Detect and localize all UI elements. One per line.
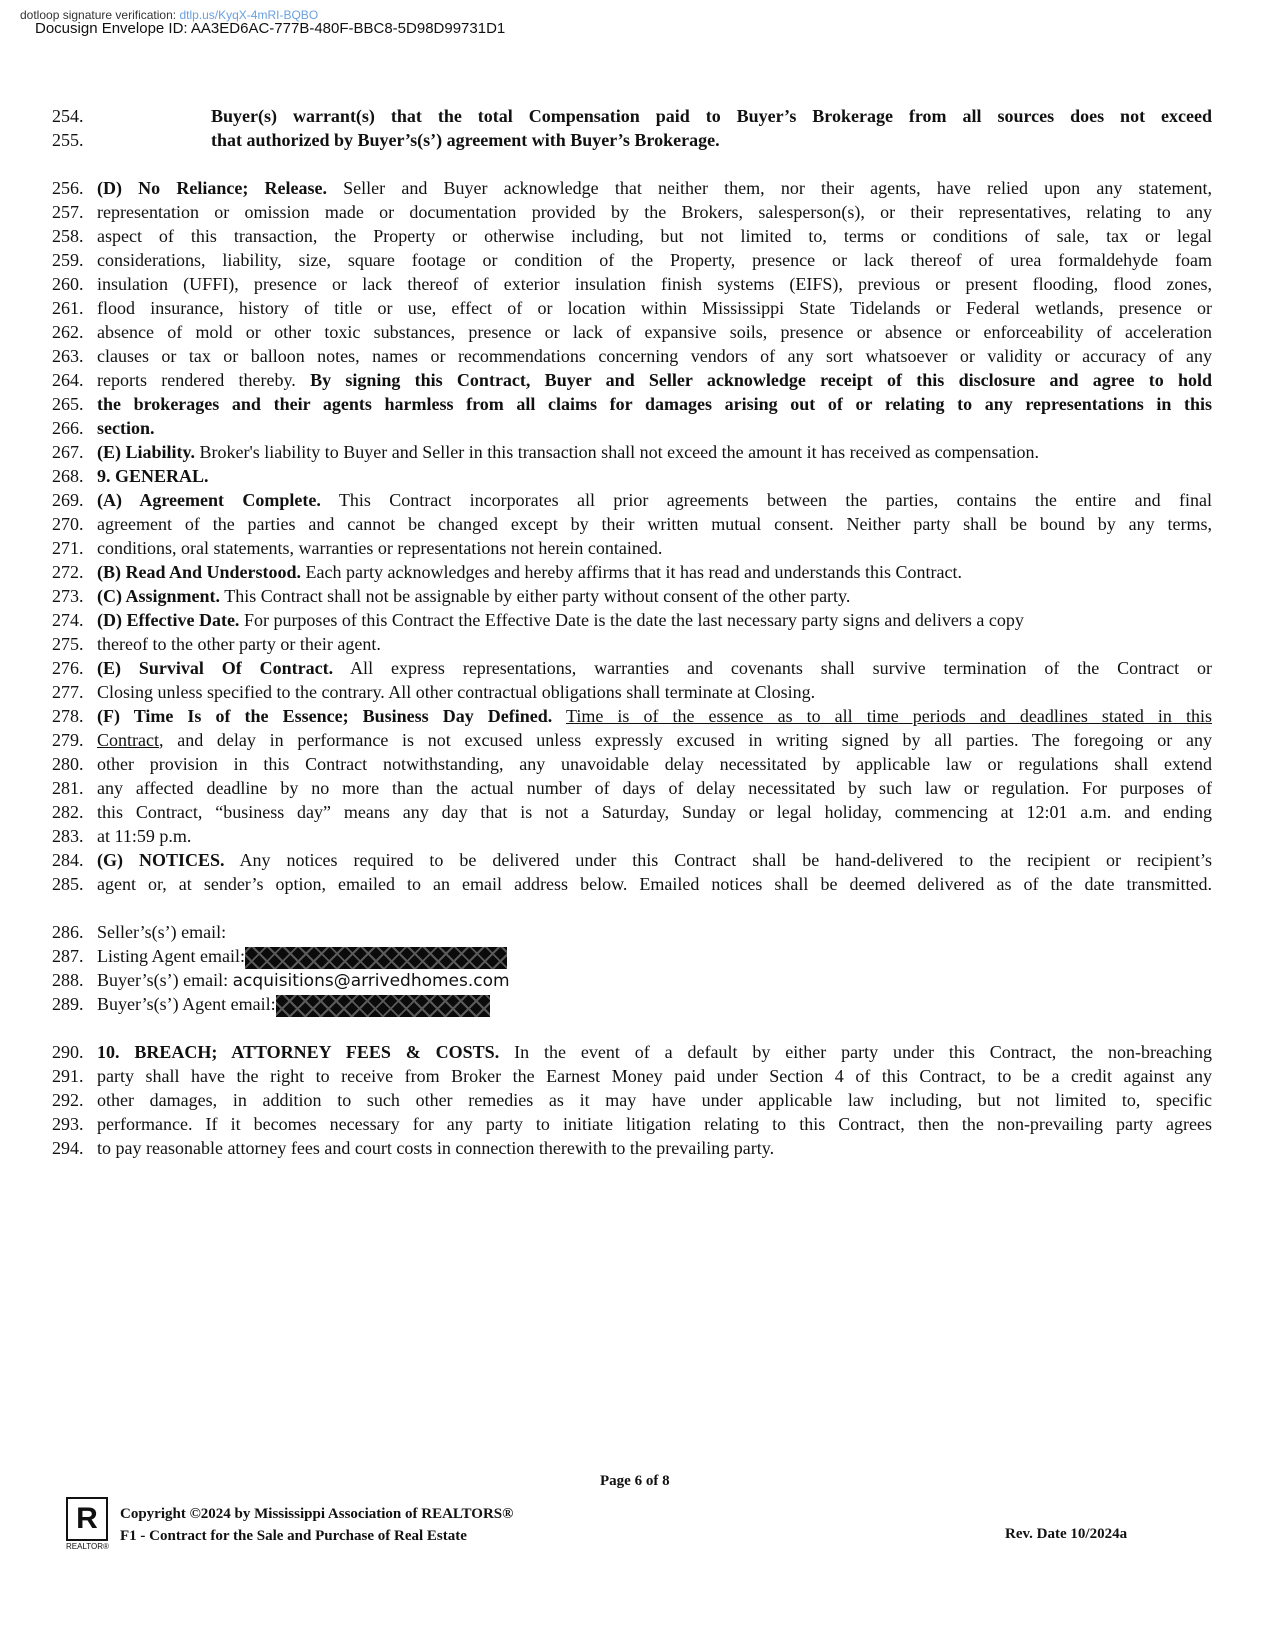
line-text: the brokerages and their agents harmless from all claims for damages arising out of or relating to any representations in this (97, 394, 1212, 414)
line-280 (0, 752, 1275, 776)
line-255 (0, 128, 1275, 152)
page-number: Page 6 of 8 (600, 1473, 670, 1489)
line-number: 257. (52, 202, 84, 222)
line-277 (0, 680, 1275, 704)
section-heading: (F) Time Is of the Essence; Business Day Defined. (97, 706, 553, 726)
line-number: 282. (52, 802, 84, 822)
line-text (97, 992, 1212, 1017)
line-number: 287. (52, 946, 84, 966)
line-text (97, 704, 1212, 728)
line-number: 291. (52, 1066, 84, 1086)
line-number: 254. (52, 106, 84, 126)
line-number: 266. (52, 418, 84, 438)
line-271 (0, 536, 1275, 560)
line-number: 292. (52, 1090, 84, 1110)
line-text: Contract, and delay in performance is not excused unless expressly excused in writing signed by all parties. The foregoing or any (97, 730, 1212, 750)
line-text: flood insurance, history of title or use, effect of or location within Mississippi State Tidelands or Federal wetlands, presence or (97, 298, 1212, 318)
line-number: 267. (52, 442, 84, 462)
line-273 (0, 584, 1275, 608)
line-text: absence of mold or other toxic substances, presence or lack of expansive soils, presence or absence or enforceability of acceleration (97, 322, 1212, 342)
line-number: 268. (52, 466, 84, 486)
line-number: 284. (52, 850, 84, 870)
line-264 (0, 368, 1275, 392)
line-text: other provision in this Contract notwithstanding, any unavoidable delay necessitated by applicable law or regulations shall extend (97, 754, 1212, 774)
line-288 (0, 968, 1275, 992)
line-text: (D) No Reliance; Release. Seller and Buyer acknowledge that neither them, nor their agents, have relied upon any statement, (97, 178, 1212, 198)
section-heading: (A) Agreement Complete. (97, 490, 321, 510)
line-number: 261. (52, 298, 84, 318)
line-number: 272. (52, 562, 84, 582)
line-number: 285. (52, 874, 84, 894)
line-number: 265. (52, 394, 84, 414)
line-text: performance. If it becomes necessary for any party to initiate litigation relating to this Contract, then the non-prevailing party agrees (97, 1114, 1212, 1134)
line-number: 275. (52, 634, 84, 654)
line-number: 273. (52, 586, 84, 606)
line-number: 269. (52, 490, 84, 510)
line-text: any affected deadline by no more than the actual number of days of delay necessitated by such law or regulation. For purposes of (97, 778, 1212, 798)
line-292 (0, 1088, 1275, 1112)
section-title: 9. GENERAL. (97, 466, 209, 486)
line-number: 278. (52, 706, 84, 726)
line-number: 270. (52, 514, 84, 534)
line-270 (0, 512, 1275, 536)
line-number: 276. (52, 658, 84, 678)
line-text: (D) Effective Date. For purposes of this Contract the Effective Date is the date the last necessary party signs and delivers a copy (97, 610, 1024, 630)
line-number: 288. (52, 970, 84, 990)
line-text: (B) Read And Understood. Each party acknowledges and hereby affirms that it has read and understands this Contract. (97, 562, 962, 582)
line-text: clauses or tax or balloon notes, names or recommendations concerning vendors of any sort whatsoever or validity or accuracy of any (97, 346, 1212, 366)
line-286 (0, 920, 1275, 944)
underlined-clause: Contract (97, 730, 159, 750)
section-heading: (E) Survival Of Contract. (97, 658, 334, 678)
line-254 (0, 104, 1275, 128)
line-274 (0, 608, 1275, 632)
line-291 (0, 1064, 1275, 1088)
line-text: at 11:59 p.m. (97, 826, 192, 846)
line-number: 271. (52, 538, 84, 558)
line-262 (0, 320, 1275, 344)
section-heading: (E) Liability. (97, 442, 196, 462)
line-287 (0, 944, 1275, 968)
line-text: (E) Survival Of Contract. All express representations, warranties and covenants shall survive termination of the Contract or (97, 658, 1213, 678)
underlined-clause: Time is of the essence as to all time periods and deadlines stated in this (566, 706, 1212, 726)
bold-clause: By signing this Contract, Buyer and Seller acknowledge receipt of this disclosure and agree to hold (310, 370, 1213, 390)
line-text: that authorized by Buyer’s(s’) agreement with Buyer’s Brokerage. (211, 130, 720, 150)
line-283 (0, 824, 1275, 848)
seller-email-label: Seller’s(s’) email: (97, 922, 227, 942)
line-number: 277. (52, 682, 84, 702)
line-text: 10. BREACH; ATTORNEY FEES & COSTS. In the event of a default by either party under this Contract, the non-breaching (97, 1042, 1212, 1062)
line-text: Closing unless specified to the contrary. All other contractual obligations shall terminate at Closing. (97, 682, 816, 702)
revision-date: Rev. Date 10/2024a (1005, 1526, 1128, 1542)
line-294 (0, 1136, 1275, 1160)
line-269 (0, 488, 1275, 512)
section-heading: (C) Assignment. (97, 586, 221, 606)
line-276 (0, 656, 1275, 680)
line-text: (C) Assignment. This Contract shall not be assignable by either party without consent of the other party. (97, 586, 851, 606)
line-284 (0, 848, 1275, 872)
line-number: 262. (52, 322, 84, 342)
realtor-logo-caption: REALTOR® (66, 1542, 109, 1551)
section-heading: (B) Read And Understood. (97, 562, 302, 582)
line-text: Buyer(s) warrant(s) that the total Compensation paid to Buyer’s Brokerage from all sources does not exceed (211, 106, 1212, 126)
line-text: to pay reasonable attorney fees and court costs in connection therewith to the prevailing party. (97, 1138, 775, 1158)
line-278 (0, 704, 1275, 728)
buyer-email-label: Buyer’s(s’) email: (97, 970, 229, 990)
line-258 (0, 224, 1275, 248)
line-257 (0, 200, 1275, 224)
buyer-agent-email-redaction (276, 995, 490, 1017)
line-text: section. (97, 418, 155, 438)
line-number: 290. (52, 1042, 84, 1062)
line-281 (0, 776, 1275, 800)
line-number: 286. (52, 922, 84, 942)
section-heading: 10. BREACH; ATTORNEY FEES & COSTS. (97, 1042, 500, 1062)
section-heading: (D) Effective Date. (97, 610, 240, 630)
line-number: 289. (52, 994, 84, 1014)
line-text: party shall have the right to receive from Broker the Earnest Money paid under Section 4 of this Contract, to be a credit against any (97, 1066, 1212, 1086)
line-text: aspect of this transaction, the Property or otherwise including, but not limited to, terms or conditions of sale, tax or legal (97, 226, 1212, 246)
line-text: (G) NOTICES. Any notices required to be delivered under this Contract shall be hand-delivered to the recipient or recipient’s (97, 850, 1213, 870)
copyright-notice: Copyright ©2024 by Mississippi Association of REALTORS® (120, 1506, 514, 1522)
line-256 (0, 176, 1275, 200)
listing-agent-email-redaction (245, 947, 507, 969)
line-text: reports rendered thereby. By signing this Contract, Buyer and Seller acknowledge receipt of this disclosure and agree to hold (97, 370, 1213, 390)
dotloop-label: dotloop signature verification: (20, 8, 177, 22)
line-number: 258. (52, 226, 84, 246)
line-number: 294. (52, 1138, 84, 1158)
line-259 (0, 248, 1275, 272)
line-text: this Contract, “business day” means any day that is not a Saturday, Sunday or legal holiday, commencing at 12:01 a.m. and ending (97, 802, 1212, 822)
line-number: 274. (52, 610, 84, 630)
line-267 (0, 440, 1275, 464)
line-261 (0, 296, 1275, 320)
line-260 (0, 272, 1275, 296)
dotloop-link[interactable]: dtlp.us/KyqX-4mRI-BQBO (179, 8, 319, 22)
line-number: 259. (52, 250, 84, 270)
line-290 (0, 1040, 1275, 1064)
line-text: (E) Liability. Broker's liability to Buyer and Seller in this transaction shall not exceed the amount it has received as compensation. (97, 442, 1040, 462)
line-number: 293. (52, 1114, 84, 1134)
line-266 (0, 416, 1275, 440)
line-text: other damages, in addition to such other remedies as it may have under applicable law including, but not limited to, specific (97, 1090, 1212, 1110)
line-text: agreement of the parties and cannot be changed except by their written mutual consent. Neither party shall be bound by any terms, (97, 514, 1212, 534)
line-293 (0, 1112, 1275, 1136)
line-285 (0, 872, 1275, 896)
line-number: 283. (52, 826, 84, 846)
line-number: 264. (52, 370, 84, 390)
section-heading: (G) NOTICES. (97, 850, 225, 870)
line-number: 263. (52, 346, 84, 366)
line-282 (0, 800, 1275, 824)
line-272 (0, 560, 1275, 584)
line-text: insulation (UFFI), presence or lack thereof of exterior insulation finish systems (EIFS), previous or present flooding, flood zones, (97, 274, 1212, 294)
line-289 (0, 992, 1275, 1016)
line-279 (0, 728, 1275, 752)
line-number: 279. (52, 730, 84, 750)
line-text: considerations, liability, size, square footage or condition of the Property, presence or lack thereof of urea formaldehyde foam (97, 250, 1212, 270)
line-text: conditions, oral statements, warranties or representations not herein contained. (97, 538, 663, 558)
line-text (97, 968, 1212, 993)
line-263 (0, 344, 1275, 368)
line-text (97, 944, 1212, 969)
line-text: (A) Agreement Complete. This Contract incorporates all prior agreements between the parties, contains the entire and final (97, 490, 1212, 510)
buyer-email-value: acquisitions@arrivedhomes.com (232, 971, 510, 991)
line-text: thereof to the other party or their agent. (97, 634, 381, 654)
line-number: 256. (52, 178, 84, 198)
line-number: 260. (52, 274, 84, 294)
line-number: 280. (52, 754, 84, 774)
realtor-r-icon: R (66, 1497, 108, 1541)
line-number: 255. (52, 130, 84, 150)
form-title: F1 - Contract for the Sale and Purchase of Real Estate (120, 1528, 467, 1544)
line-text: agent or, at sender’s option, emailed to an email address below. Emailed notices shall be deemed delivered as of the date transmitted. (97, 874, 1212, 894)
line-268 (0, 464, 1275, 488)
listing-agent-email-label: Listing Agent email: (97, 946, 245, 966)
buyer-agent-email-label: Buyer’s(s’) Agent email: (97, 994, 276, 1014)
line-265 (0, 392, 1275, 416)
docusign-envelope-id: Docusign Envelope ID: AA3ED6AC-777B-480F-BBC8-5D98D99731D1 (35, 20, 506, 37)
line-number: 281. (52, 778, 84, 798)
realtor-logo (66, 1497, 110, 1551)
line-text: representation or omission made or documentation provided by the Brokers, salesperson(s), or their representatives, relating to any (97, 202, 1212, 222)
section-heading: (D) No Reliance; Release. (97, 178, 327, 198)
line-275 (0, 632, 1275, 656)
